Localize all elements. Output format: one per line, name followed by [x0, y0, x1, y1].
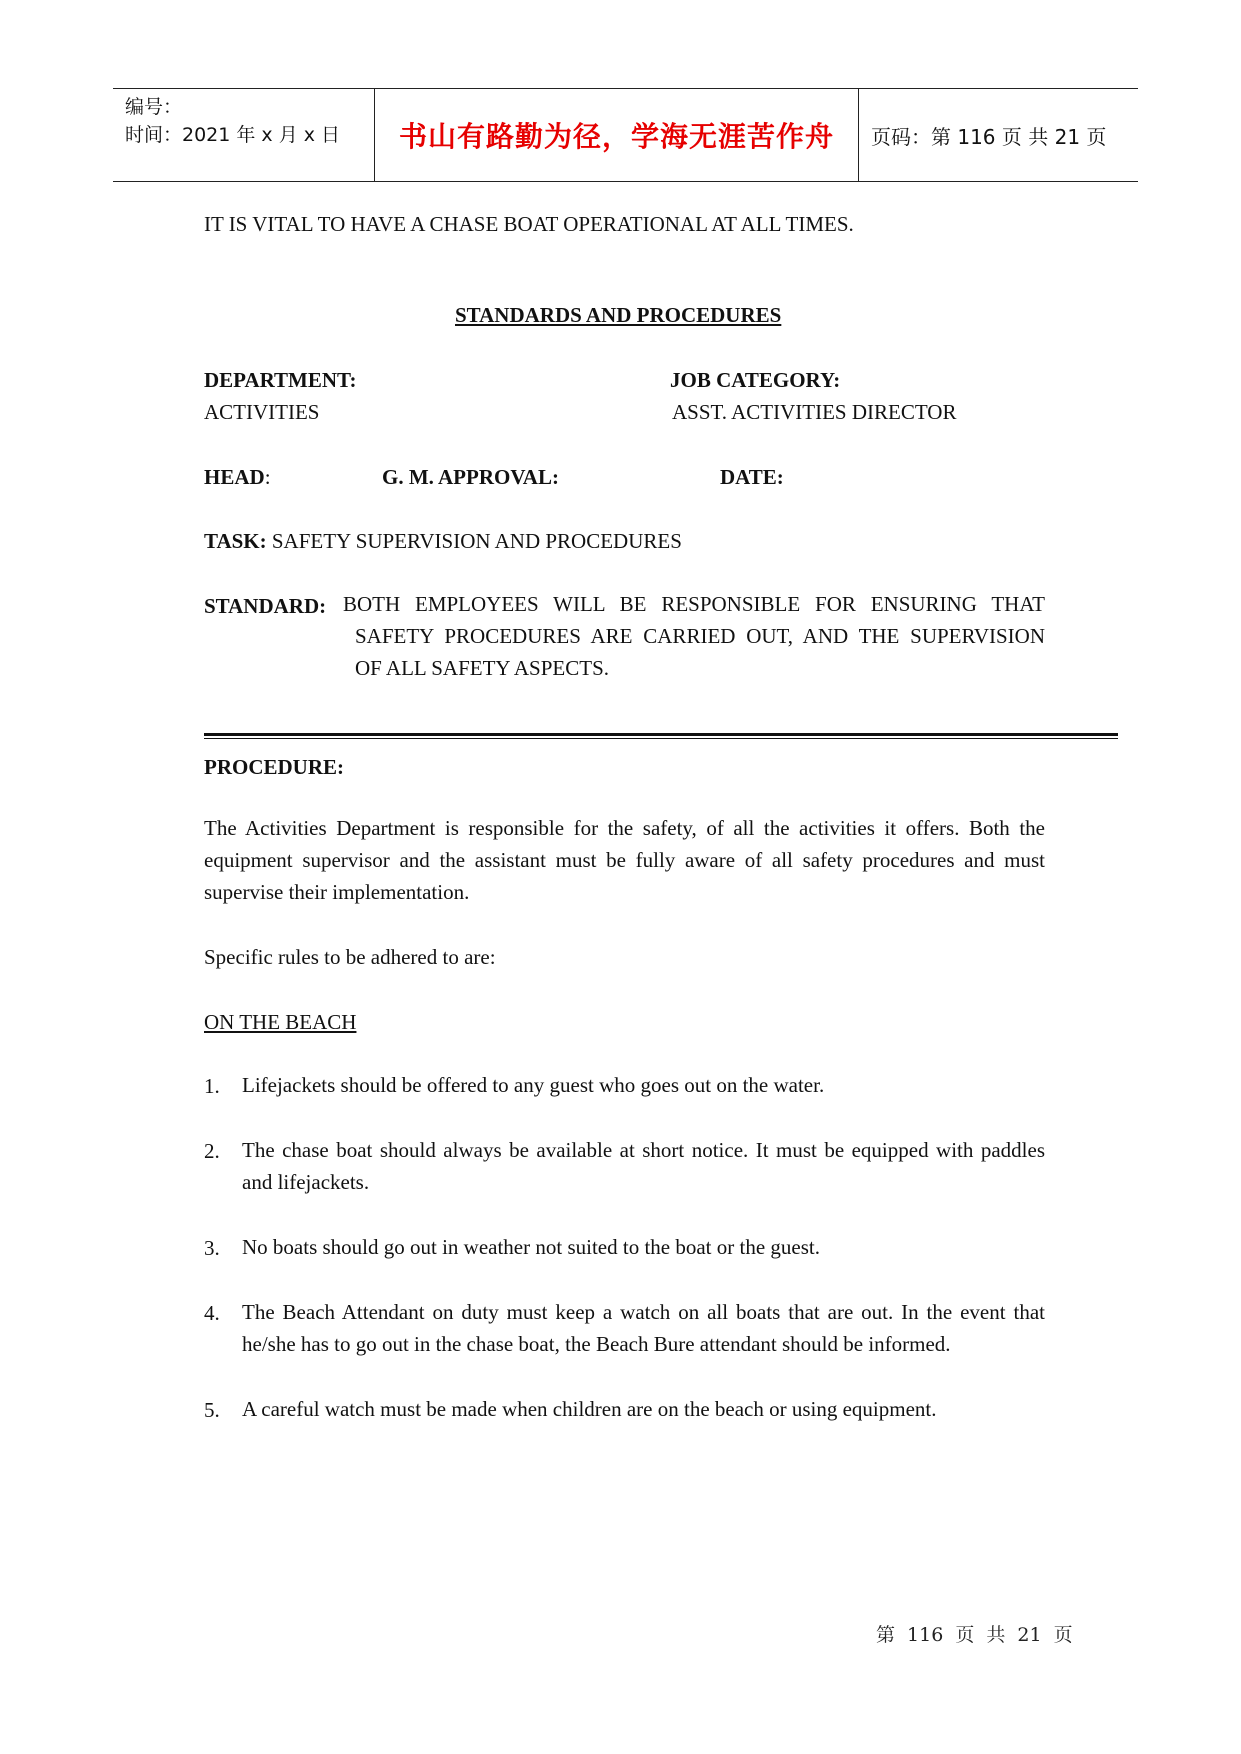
standard-line-1: BOTH EMPLOYEES WILL BE RESPONSIBLE FOR ENSURING THAT	[343, 592, 1045, 616]
list-item-number: 3.	[204, 1236, 220, 1260]
standard-label: STANDARD:	[204, 594, 327, 618]
job-category-label: JOB CATEGORY:	[670, 368, 841, 392]
standard-line-3: OF ALL SAFETY ASPECTS.	[355, 656, 609, 680]
procedure-label: PROCEDURE:	[204, 755, 344, 779]
date-label: DATE:	[720, 465, 784, 489]
list-item-number: 4.	[204, 1301, 220, 1325]
header-time-label: 时间：2021 年 x 月 x 日	[125, 124, 341, 146]
list-item-text: No boats should go out in weather not suited to the boat or the guest.	[242, 1235, 820, 1259]
intro-line: IT IS VITAL TO HAVE A CHASE BOAT OPERATIONAL AT ALL TIMES.	[204, 212, 854, 236]
header-number-label: 编号：	[125, 96, 183, 118]
document-title: STANDARDS AND PROCEDURES	[455, 303, 782, 327]
head-field	[204, 465, 271, 490]
list-item-number: 5.	[204, 1398, 220, 1422]
section-divider	[204, 733, 1118, 739]
list-item-text: Lifejackets should be offered to any guest who goes out on the water.	[242, 1073, 825, 1097]
specific-rules-text: Specific rules to be adhered to are:	[204, 945, 496, 969]
department-value: ACTIVITIES	[204, 400, 320, 424]
list-item-number: 1.	[204, 1074, 220, 1098]
procedure-text: The Activities Department is responsible for the safety, of all the activities it offers. Both the equipment supervisor and the assistant must be fully aware of all safety procedures and must supervise their implementation.	[204, 816, 1045, 904]
head-colon: :	[264, 465, 271, 489]
head-label: HEAD	[204, 465, 265, 489]
task-value: SAFETY SUPERVISION AND PROCEDURES	[271, 529, 682, 553]
section-heading: ON THE BEACH	[204, 1010, 357, 1034]
gm-approval-label: G. M. APPROVAL:	[382, 465, 559, 489]
task-line	[204, 529, 682, 554]
page-header	[113, 88, 1138, 182]
department-label: DEPARTMENT:	[204, 368, 357, 392]
list-item-text: A careful watch must be made when children are on the beach or using equipment.	[242, 1397, 937, 1421]
page-footer: 第 116 页 共 21 页	[876, 1624, 1073, 1646]
list-item-number: 2.	[204, 1139, 220, 1163]
list-item-text: The chase boat should always be available at short notice. It must be equipped with paddles and lifejackets.	[242, 1138, 1045, 1194]
job-category-value: ASST. ACTIVITIES DIRECTOR	[672, 400, 957, 424]
header-motto: 书山有路勤为径，学海无涯苦作舟	[374, 89, 859, 181]
standard-line-2: SAFETY PROCEDURES ARE CARRIED OUT, AND THE SUPERVISION	[355, 624, 1045, 648]
task-label: TASK:	[204, 529, 267, 553]
header-page-info: 页码：第 116 页 共 21 页	[871, 124, 1107, 149]
header-meta	[113, 89, 374, 181]
list-item-text: The Beach Attendant on duty must keep a watch on all boats that are out. In the event that he/she has to go out in the chase boat, the Beach Bure attendant should be informed.	[242, 1300, 1045, 1356]
